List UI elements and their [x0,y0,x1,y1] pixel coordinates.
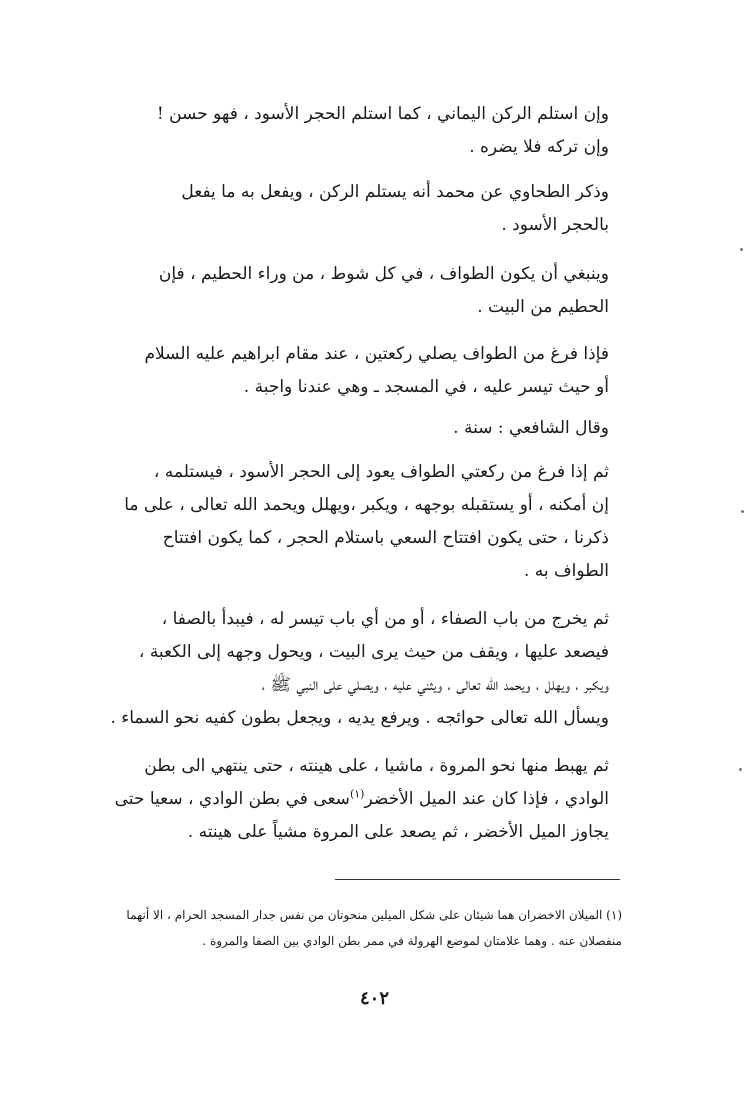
footnote [122,902,622,954]
text-line: إن أمكنه ، أو يستقبله بوجهه ، ويكبر ،ويهلل ويحمد الله تعالى ، على ما [124,495,609,515]
paragraph [139,176,609,242]
text-line: وإن استلم الركن اليماني ، كما استلم الحجر الأسود ، فهو حسن ! [156,104,609,124]
text-line [114,783,609,816]
text-line: الحطيم من البيت . [477,297,609,317]
paragraph [139,98,609,164]
text-line: الطواف به . [523,561,609,581]
text-line: وقال الشافعي : سنة . [453,418,609,438]
text-line: وذكر الطحاوي عن محمد أنه يستلم الركن ، ويفعل به ما يفعل [181,182,609,202]
footnote-line: (١) الميلان الاخضران هما شيئان على شكل الميلين منحوتان من نفس جدار المسجد الحرام ، الا أنهما [126,908,622,922]
text-line: وينبغي أن يكون الطواف ، في كل شوط ، من وراء الحطيم ، فإن [158,264,609,284]
text-line: ذكرنا ، حتى يكون افتتاح السعي باستلام الحجر ، كما يكون افتتاح [162,528,609,548]
scan-speck [739,768,742,771]
text-line: وإن تركه فلا يضره . [469,137,609,157]
footnote-line: منفصلان عنه . وهما علامتان لموضع الهرولة في ممر بطن الوادي بين الصفا والمروة . [202,934,622,948]
paragraph [124,456,609,588]
text-line: أو حيث تيسر عليه ، في المسجد ـ وهي عندنا واجبة . [243,377,609,397]
text-line: ويسأل الله تعالى حوائجه . ويرفع يديه ، ويجعل بطون كفيه نحو السماء . [110,708,609,728]
text-line: فيصعد عليها ، ويقف من حيث يرى البيت ، ويحول وجهه إلى الكعبة ، [138,642,609,662]
scan-speck [740,248,743,251]
text-line: ثم إذا فرغ من ركعتي الطواف يعود إلى الحجر الأسود ، فيستلمه ، [153,462,609,482]
footnote-reference[interactable]: (١) [349,787,365,801]
scan-speck [741,510,744,513]
text-line: ويكبر ، ويهلل ، ويحمد الله تعالى ، ويثني عليه ، ويصلي على النبي ﷺ ، [261,675,609,695]
text-fragment: سعى في بطن الوادي ، سعيا حتى [114,789,350,809]
paragraph [139,338,609,404]
paragraph [139,412,609,445]
text-line: بالحجر الأسود . [501,215,609,235]
footnote-divider [335,879,620,880]
text-line: يجاوز الميل الأخضر ، ثم يصعد على المروة مشياً على هينته . [187,822,609,842]
text-line: ثم يخرج من باب الصفاء ، أو من أي باب تيسر له ، فيبدأ بالصفا ، [161,609,609,629]
page-number: ٤٠٢ [359,988,389,1009]
paragraph [139,258,609,324]
text-fragment: الوادي ، فإذا كان عند الميل الأخضر [364,789,609,809]
text-line: فإذا فرغ من الطواف يصلي ركعتين ، عند مقام ابراهيم عليه السلام [144,344,609,364]
text-line: ثم يهبط منها نحو المروة ، ماشيا ، على هينته ، حتى ينتهي الى بطن [144,756,609,776]
paragraph [114,750,609,849]
paragraph [110,603,609,735]
